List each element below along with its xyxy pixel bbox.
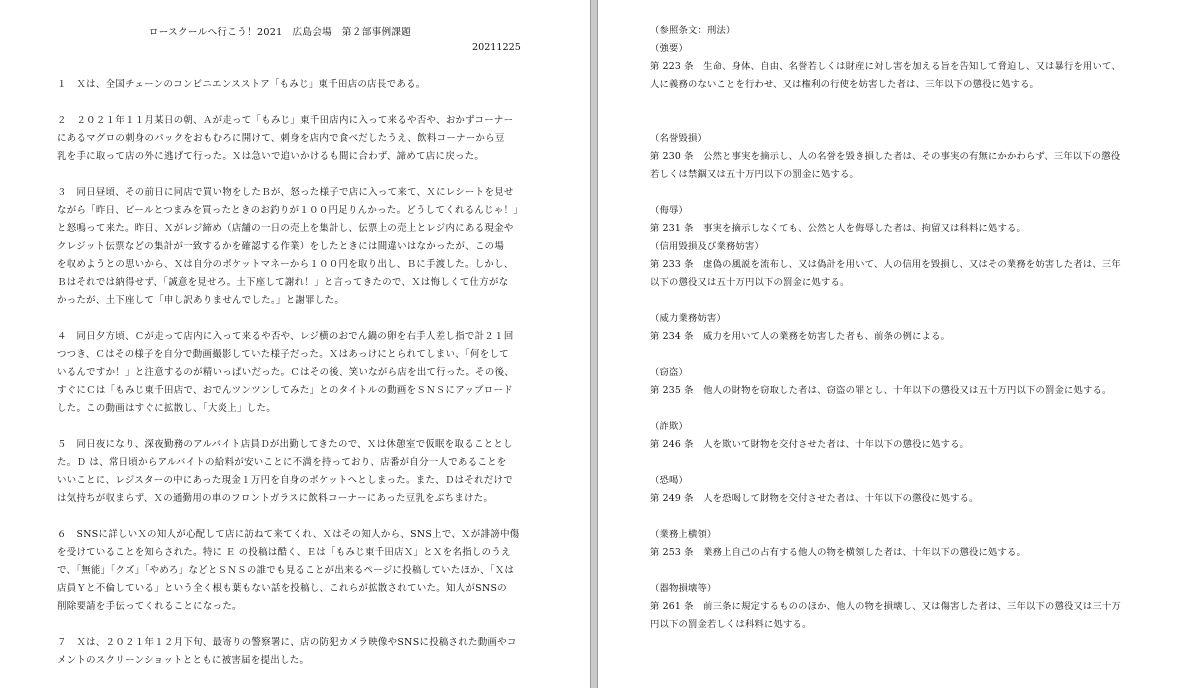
document-page-left bbox=[0, 0, 591, 688]
case-paragraph bbox=[57, 184, 542, 310]
paragraph-line: 乳を手に取って店の外に逃げて行った。Ｘは急いで追いかけるも間に合わず、諦めて店に戻った。 bbox=[57, 151, 485, 162]
paragraph-line: １ Ｘは、全国チェーンのコンビニエンスストア「もみじ」東千田店の店長である。 bbox=[57, 79, 426, 90]
statute-article bbox=[650, 40, 1140, 94]
paragraph-line: メントのスクリーンショットとともに被害届を提出した。 bbox=[57, 655, 310, 666]
statute-article-text: 第 235 条 他人の財物を窃取した者は、窃盗の罪とし、十年以下の懲役又は五十万円以下の罰金に処する。 bbox=[650, 385, 1112, 396]
case-paragraph bbox=[57, 634, 542, 670]
document-date: 20211225 bbox=[472, 42, 521, 53]
paragraph-line: にあるマグロの刺身のパックをおもむろに開けて、刺身を店内で食べだしたうえ、飲料コーナーから豆 bbox=[57, 133, 505, 144]
case-paragraph bbox=[57, 436, 542, 508]
paragraph-line: ３ 同日昼頃、その前日に同店で買い物をしたＢが、怒った様子で店に入って来て、Ｘにレシートを見せ bbox=[57, 187, 514, 198]
paragraph-line: は気持ちが収まらず、Ｘの通勤用の車のフロントガラスに飲料コーナーにあった豆乳をぶちまけた。 bbox=[57, 493, 494, 504]
paragraph-line: クレジット伝票などの集計が一致するかを確認する作業）をしたときには間違いはなかったが、この場 bbox=[57, 241, 505, 252]
statute-article-title: （強要） bbox=[650, 43, 688, 54]
paragraph-line: と怒鳴って来た。昨日、Ｘがレジ締め（店舗の一日の売上を集計し、伝票上の売上とレジ内にある現金や bbox=[57, 223, 514, 234]
paragraph-line: ７ Ｘは、２０２１年１２月下旬、最寄りの警察署に、店の防犯カメラ映像やSNSに投稿された動画やコ bbox=[57, 637, 517, 648]
statute-article-text: 若しくは禁錮又は五十万円以下の罰金に処する。 bbox=[650, 169, 859, 180]
statute-article-text: 第 223 条 生命、身体、自由、名誉若しくは財産に対し害を加える旨を告知して脅迫し、又は暴行を用いて、 bbox=[650, 61, 1121, 72]
paragraph-line: つつき、Ｃはその様子を自分で動画撮影していた様子だった。Ｘはあっけにとられてしまい、「何をして bbox=[57, 349, 509, 360]
statute-article-text: 以下の懲役又は五十万円以下の罰金に処する。 bbox=[650, 277, 850, 288]
statute-article bbox=[650, 472, 1140, 508]
statute-article-text: 人に義務のないことを行わせ、又は権利の行使を妨害した者は、三年以下の懲役に処する。 bbox=[650, 79, 1040, 90]
statute-article-text: 第 246 条 人を欺いて財物を交付させた者は、十年以下の懲役に処する。 bbox=[650, 439, 970, 450]
statute-article-text: 第 230 条 公然と事実を摘示し、人の名誉を毀き損した者は、その事実の有無にかかわらず、三年以下の懲役 bbox=[650, 151, 1121, 162]
statute-article-text: 円以下の罰金若しくは科料に処する。 bbox=[650, 619, 812, 630]
statute-article-title: （侮辱） bbox=[650, 205, 688, 216]
paragraph-line: を受けていることを知らされた。特に Ｅ の投稿は酷く、Ｅは「もみじ東千田店Ｘ」とＸを名指しのうえ bbox=[57, 547, 511, 558]
paragraph-line: ４ 同日夕方頃、Ｃが走って店内に入って来るや否や、レジ横のおでん鍋の卵を右手人差し指で計２１回 bbox=[57, 331, 514, 342]
statute-article-title: （信用毀損及び業務妨害） bbox=[650, 241, 764, 252]
statute-article bbox=[650, 202, 1140, 238]
paragraph-line: すぐにＣは「もみじ東千田店で、おでんツンツンしてみた」とのタイトルの動画をＳＮＳにアップロード bbox=[57, 385, 513, 396]
statute-article-text: 第 253 条 業務上自己の占有する他人の物を横領した者は、十年以下の懲役に処する。 bbox=[650, 547, 1027, 558]
statute-article-text: 第 249 条 人を恐喝して財物を交付させた者は、十年以下の懲役に処する。 bbox=[650, 493, 979, 504]
statute-article-text: 第 231 条 事実を摘示しなくても、公然と人を侮辱した者は、拘留又は科料に処する。 bbox=[650, 223, 1027, 234]
paragraph-line: た。Ｄ は、常日頃からアルバイトの給料が安いことに不満を持っており、店番が自分一人であることを bbox=[57, 457, 507, 468]
document-title: ロースクールへ行こう！2021 広島会場 第２部事例課題 bbox=[148, 27, 412, 38]
statute-article bbox=[650, 580, 1140, 634]
statute-article bbox=[650, 526, 1140, 562]
statute-article bbox=[650, 418, 1140, 454]
statute-article bbox=[650, 364, 1140, 400]
paragraph-line: ５ 同日夜になり、深夜勤務のアルバイト店員Ｄが出勤してきたので、Ｘは休憩室で仮眠を取ることとし bbox=[57, 439, 513, 450]
statute-article-title: （恐喝） bbox=[650, 475, 688, 486]
paragraph-line: ６ SNSに詳しいＸの知人が心配して店に訪ねて来てくれ、Ｘはその知人から、SNS上で、Ｘが誹謗中傷 bbox=[57, 529, 520, 540]
case-paragraph bbox=[57, 76, 542, 94]
paragraph-line: いいことに、レジスターの中にあった現金１万円を自身のポケットへとしまった。また、Ｄはそれだけで bbox=[57, 475, 513, 486]
statute-article-title: （器物損壊等） bbox=[650, 583, 717, 594]
paragraph-line: ２ ２０２１年１１月某日の朝、Ａが走って「もみじ」東千田店内に入って来るや否や、おかずコーナー bbox=[57, 115, 514, 126]
paragraph-line: ながら「昨日、ビールとつまみを買ったときのお釣りが１００円足りんかった。どうしてくれるんじゃ！」 bbox=[57, 205, 524, 216]
case-paragraph bbox=[57, 328, 542, 418]
statute-article-title: （窃盗） bbox=[650, 367, 688, 378]
statute-article-title: （詐欺） bbox=[650, 421, 688, 432]
statute-article bbox=[650, 130, 1140, 184]
statute-article-title: （業務上横領） bbox=[650, 529, 717, 540]
statute-article bbox=[650, 238, 1140, 292]
case-paragraph bbox=[57, 112, 542, 166]
document-page-right bbox=[597, 0, 1191, 688]
paragraph-line: かったが、土下座して「申し訳ありませんでした。」と謝罪した。 bbox=[57, 295, 345, 306]
paragraph-line: を収めようとの思いから、Ｘは自分のポケットマネーから１００円を取り出し、Ｂに手渡した。しかし、 bbox=[57, 259, 514, 270]
paragraph-line: Ｂはそれでは納得せず、「誠意を見せろ。土下座して謝れ！」と言ってきたので、Ｘは悔しくて仕方がな bbox=[57, 277, 509, 288]
case-paragraph bbox=[57, 526, 542, 616]
paragraph-line: した。この動画はすぐに拡散し、「大炎上」した。 bbox=[57, 403, 276, 414]
paragraph-line: 店員Ｙと不倫している」という全く根も葉もない話を投稿し、これらが拡散されていた。知人がSNSの bbox=[57, 583, 508, 594]
statute-article bbox=[650, 310, 1140, 346]
statute-article-text: 第 233 条 虚偽の風説を流布し、又は偽計を用いて、人の信用を毀損し、又はその業務を妨害した者は、三年 bbox=[650, 259, 1121, 270]
statute-article-text: 第 234 条 威力を用いて人の業務を妨害した者も、前条の例による。 bbox=[650, 331, 951, 342]
statute-heading: （参照条文：刑法） bbox=[650, 25, 736, 36]
statute-article-title: （名誉毀損） bbox=[650, 133, 707, 144]
paragraph-line: いるんですか！」と注意するのが精いっぱいだった。Ｃはその後、笑いながら店を出て行った。その後、 bbox=[57, 367, 515, 378]
statute-article-title: （威力業務妨害） bbox=[650, 313, 726, 324]
paragraph-line: で、「無能」「クズ」「やめろ」などとＳＮＳの誰でも見ることが出来るページに投稿していたほか、「Ｘは bbox=[57, 565, 515, 576]
statute-article-text: 第 261 条 前三条に規定するもののほか、他人の物を損壊し、又は傷害した者は、三年以下の懲役又は三十万 bbox=[650, 601, 1122, 612]
paragraph-line: 削除要請を手伝ってくれることになった。 bbox=[57, 601, 242, 612]
